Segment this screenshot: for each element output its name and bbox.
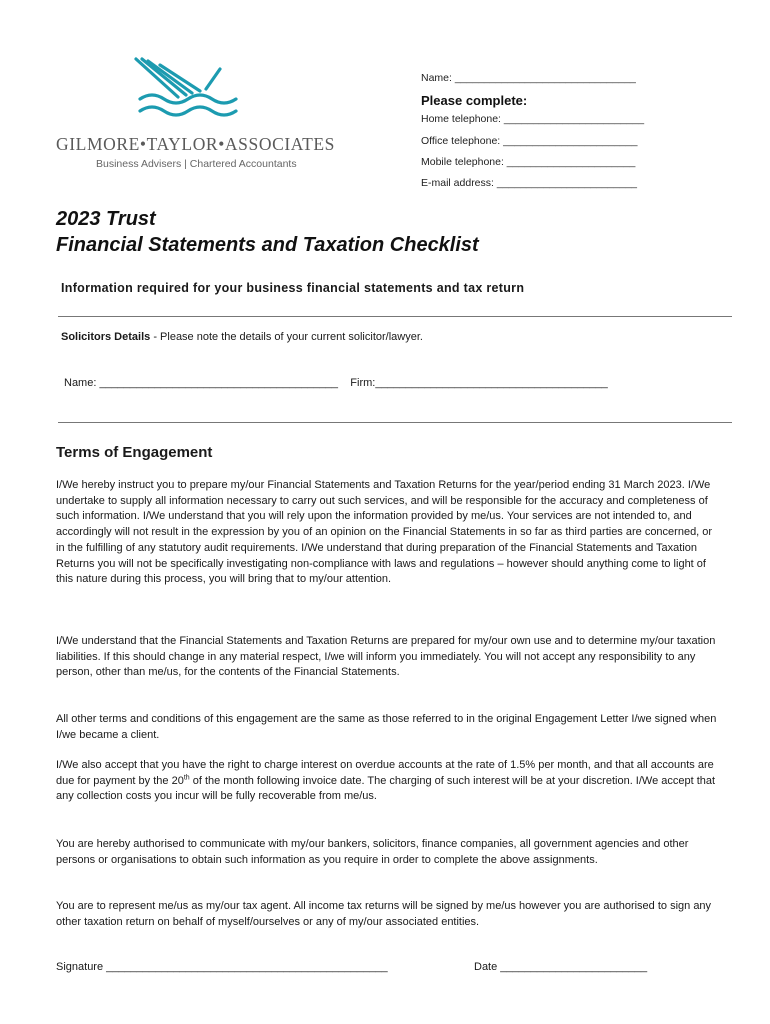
- company-name: GILMORE•TAYLOR•ASSOCIATES: [56, 134, 335, 154]
- company-logo-icon: [130, 55, 250, 125]
- section-subtitle: Information required for your business financial statements and tax return: [61, 281, 525, 295]
- terms-paragraph-3: All other terms and conditions of this engagement are the same as those referred to in the original Engagement Letter I/we signed when I/we became a client.: [56, 713, 717, 741]
- terms-paragraph-2: I/We understand that the Financial Statements and Taxation Returns are prepared for my/our own use and to determine my/our taxation liabilities. If this should change in any material respect, I/we will inform you immediately. You will not accept any responsibility to any person, other than me/us, for the contents of the Financial Statements.: [56, 635, 716, 679]
- date-field[interactable]: Date ________________________: [474, 961, 648, 973]
- solicitor-firm-field[interactable]: Firm:______________________________________: [350, 377, 608, 389]
- company-tagline: Business Advisers | Chartered Accountants: [96, 158, 297, 170]
- divider: [58, 316, 732, 317]
- mobile-telephone-field[interactable]: Mobile telephone: ______________________: [421, 156, 636, 168]
- name-field[interactable]: Name: _______________________________: [421, 72, 636, 84]
- please-complete-heading: Please complete:: [421, 93, 528, 108]
- terms-paragraph-5: You are hereby authorised to communicate with my/our bankers, solicitors, finance companies, all government agencies and other persons or organisations to obtain such information as you require in order to complete the above assignments.: [56, 838, 689, 866]
- solicitors-note: - Please note the details of your current solicitor/lawyer.: [150, 331, 423, 343]
- divider: [58, 422, 732, 423]
- office-telephone-field[interactable]: Office telephone: _______________________: [421, 135, 638, 147]
- solicitors-label: Solicitors Details: [61, 331, 151, 343]
- title-line-1: 2023 Trust: [56, 208, 156, 230]
- solicitor-name-field[interactable]: Name: _______________________________________: [64, 377, 339, 389]
- title-line-2: Financial Statements and Taxation Checklist: [56, 234, 479, 256]
- home-telephone-field[interactable]: Home telephone: ________________________: [421, 113, 645, 125]
- terms-paragraph-6: You are to represent me/us as my/our tax agent. All income tax returns will be signed by me/us however you are authorised to sign any other taxation return on behalf of myself/ourselves or any of my/our associated entities.: [56, 900, 712, 928]
- solicitors-details: [61, 331, 423, 343]
- signature-field[interactable]: Signature ______________________________________________: [56, 961, 388, 973]
- email-address-field[interactable]: E-mail address: ________________________: [421, 177, 638, 189]
- terms-paragraph-1: I/We hereby instruct you to prepare my/our Financial Statements and Taxation Returns for the year/period ending 31 March 2023. I/We undertake to supply all information necessary to carry out such services, and will be responsible for the accuracy and completeness of such information. I/We understand that you will rely upon the information provided by me/us. Your services are not intended to, and accordingly will not result in the expression by you of an opinion on the Financial Statements in so far as third parties are concerned, or in the fulfilling of any statutory audit requirements. I/We understand that during preparation of the Financial Statements and Taxation Returns you will not be specifically investigating non-compliance with laws and regulations – however should anything come to light of this nature during this process, you will bring that to my/our attention.: [56, 479, 713, 586]
- terms-heading: Terms of Engagement: [56, 444, 213, 461]
- solicitor-fields: [64, 377, 608, 389]
- terms-paragraph-4: I/We also accept that you have the right to charge interest on overdue accounts at the rate of 1.5% per month, and that all accounts are due for payment by the 20th of the month following invoice date. The charging of such interest will be at your discretion. I/We accept that any collection costs you incur will be fully recoverable from me/us.: [56, 759, 716, 803]
- document-title: [56, 206, 479, 258]
